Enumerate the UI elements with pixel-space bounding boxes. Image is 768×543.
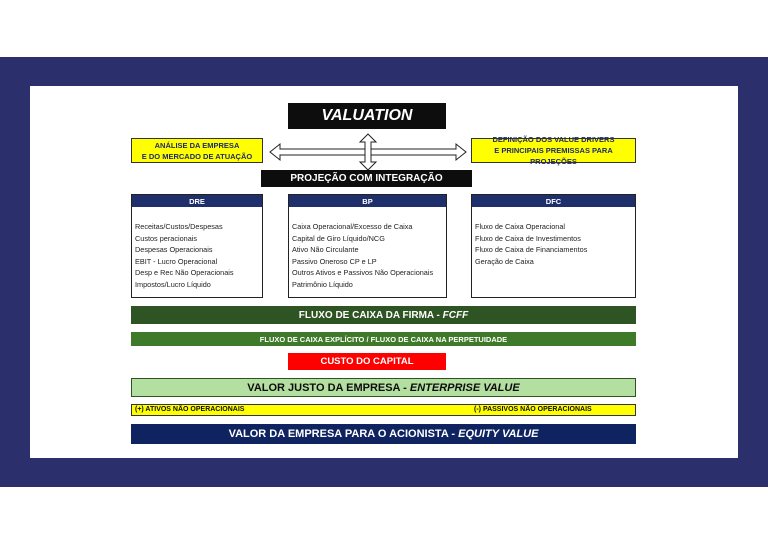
fcff-bar [131, 306, 636, 324]
projection-bar: PROJEÇÃO COM INTEGRAÇÃO [261, 170, 472, 187]
equity-value-bar [131, 424, 636, 444]
list-item: Fluxo de Caixa de Investimentos [475, 233, 581, 243]
list-item: Fluxo de Caixa de Financiamentos [475, 245, 588, 254]
list-item: Outros Ativos e Passivos Não Operacionais [292, 268, 434, 277]
bp-list [289, 207, 446, 290]
explicit-perpetuity-bar: FLUXO DE CAIXA EXPLÍCITO / FLUXO DE CAIXA NA PERPETUIDADE [131, 332, 636, 346]
list-item: Receitas/Custos/Despesas [135, 222, 223, 231]
capital-cost-bar: CUSTO DO CAPITAL [288, 353, 446, 370]
list-item: Ativo Não Circulante [292, 245, 359, 254]
list-item: Caixa Operacional/Excesso de Caixa [292, 222, 413, 231]
right-note-line1: DEFINIÇÃO DOS VALUE DRIVERS [492, 135, 615, 144]
enterprise-text: VALOR JUSTO DA EMPRESA - [247, 381, 410, 394]
list-item: Despesas Operacionais [135, 245, 213, 254]
dfc-panel [471, 194, 636, 298]
list-item: Passivo Oneroso CP e LP [292, 256, 377, 266]
equity-text: VALOR DA EMPRESA PARA O ACIONISTA - [228, 428, 459, 440]
dre-panel [131, 194, 263, 298]
list-item: Geração de Caixa [475, 256, 534, 266]
list-item: Impostos/Lucro Líquido [135, 279, 211, 289]
dre-heading: DRE [132, 195, 262, 207]
dre-list [132, 207, 262, 290]
left-note-line2: E DO MERCADO DE ATUAÇÃO [141, 151, 253, 161]
enterprise-value-bar [131, 378, 636, 397]
list-item: EBIT - Lucro Operacional [135, 256, 218, 266]
fcff-text: FLUXO DE CAIXA DA FIRMA - [298, 309, 443, 321]
bp-panel [288, 194, 447, 298]
value-drivers-note [471, 135, 636, 166]
non-operating-liabilities: (-) PASSIVOS NÃO OPERACIONAIS [474, 406, 592, 413]
list-item: Desp e Rec Não Operacionais [135, 268, 234, 277]
list-item: Patrimônio Líquido [292, 279, 353, 289]
equity-italic: EQUITY VALUE [458, 428, 539, 440]
list-item: Fluxo de Caixa Operacional [475, 222, 566, 231]
four-way-arrow-icon [268, 132, 468, 172]
fcff-italic: FCFF [442, 309, 469, 321]
right-note-line2: E PRINCIPAIS PREMISSAS PARA PROJEÇÕES [494, 146, 613, 166]
list-item: Custos peracionais [135, 233, 198, 243]
dfc-heading: DFC [472, 195, 635, 207]
non-operating-adjustments-bar [131, 404, 636, 416]
left-note-line1: ANÁLISE DA EMPRESA [154, 140, 240, 150]
enterprise-italic: ENTERPRISE VALUE [409, 381, 520, 394]
diagram-title: VALUATION [288, 103, 446, 129]
dfc-list [472, 207, 635, 267]
company-analysis-note [131, 138, 263, 163]
list-item: Capital de Giro Líquido/NCG [292, 233, 385, 243]
bp-heading: BP [289, 195, 446, 207]
non-operating-assets: (+) ATIVOS NÃO OPERACIONAIS [135, 406, 245, 413]
